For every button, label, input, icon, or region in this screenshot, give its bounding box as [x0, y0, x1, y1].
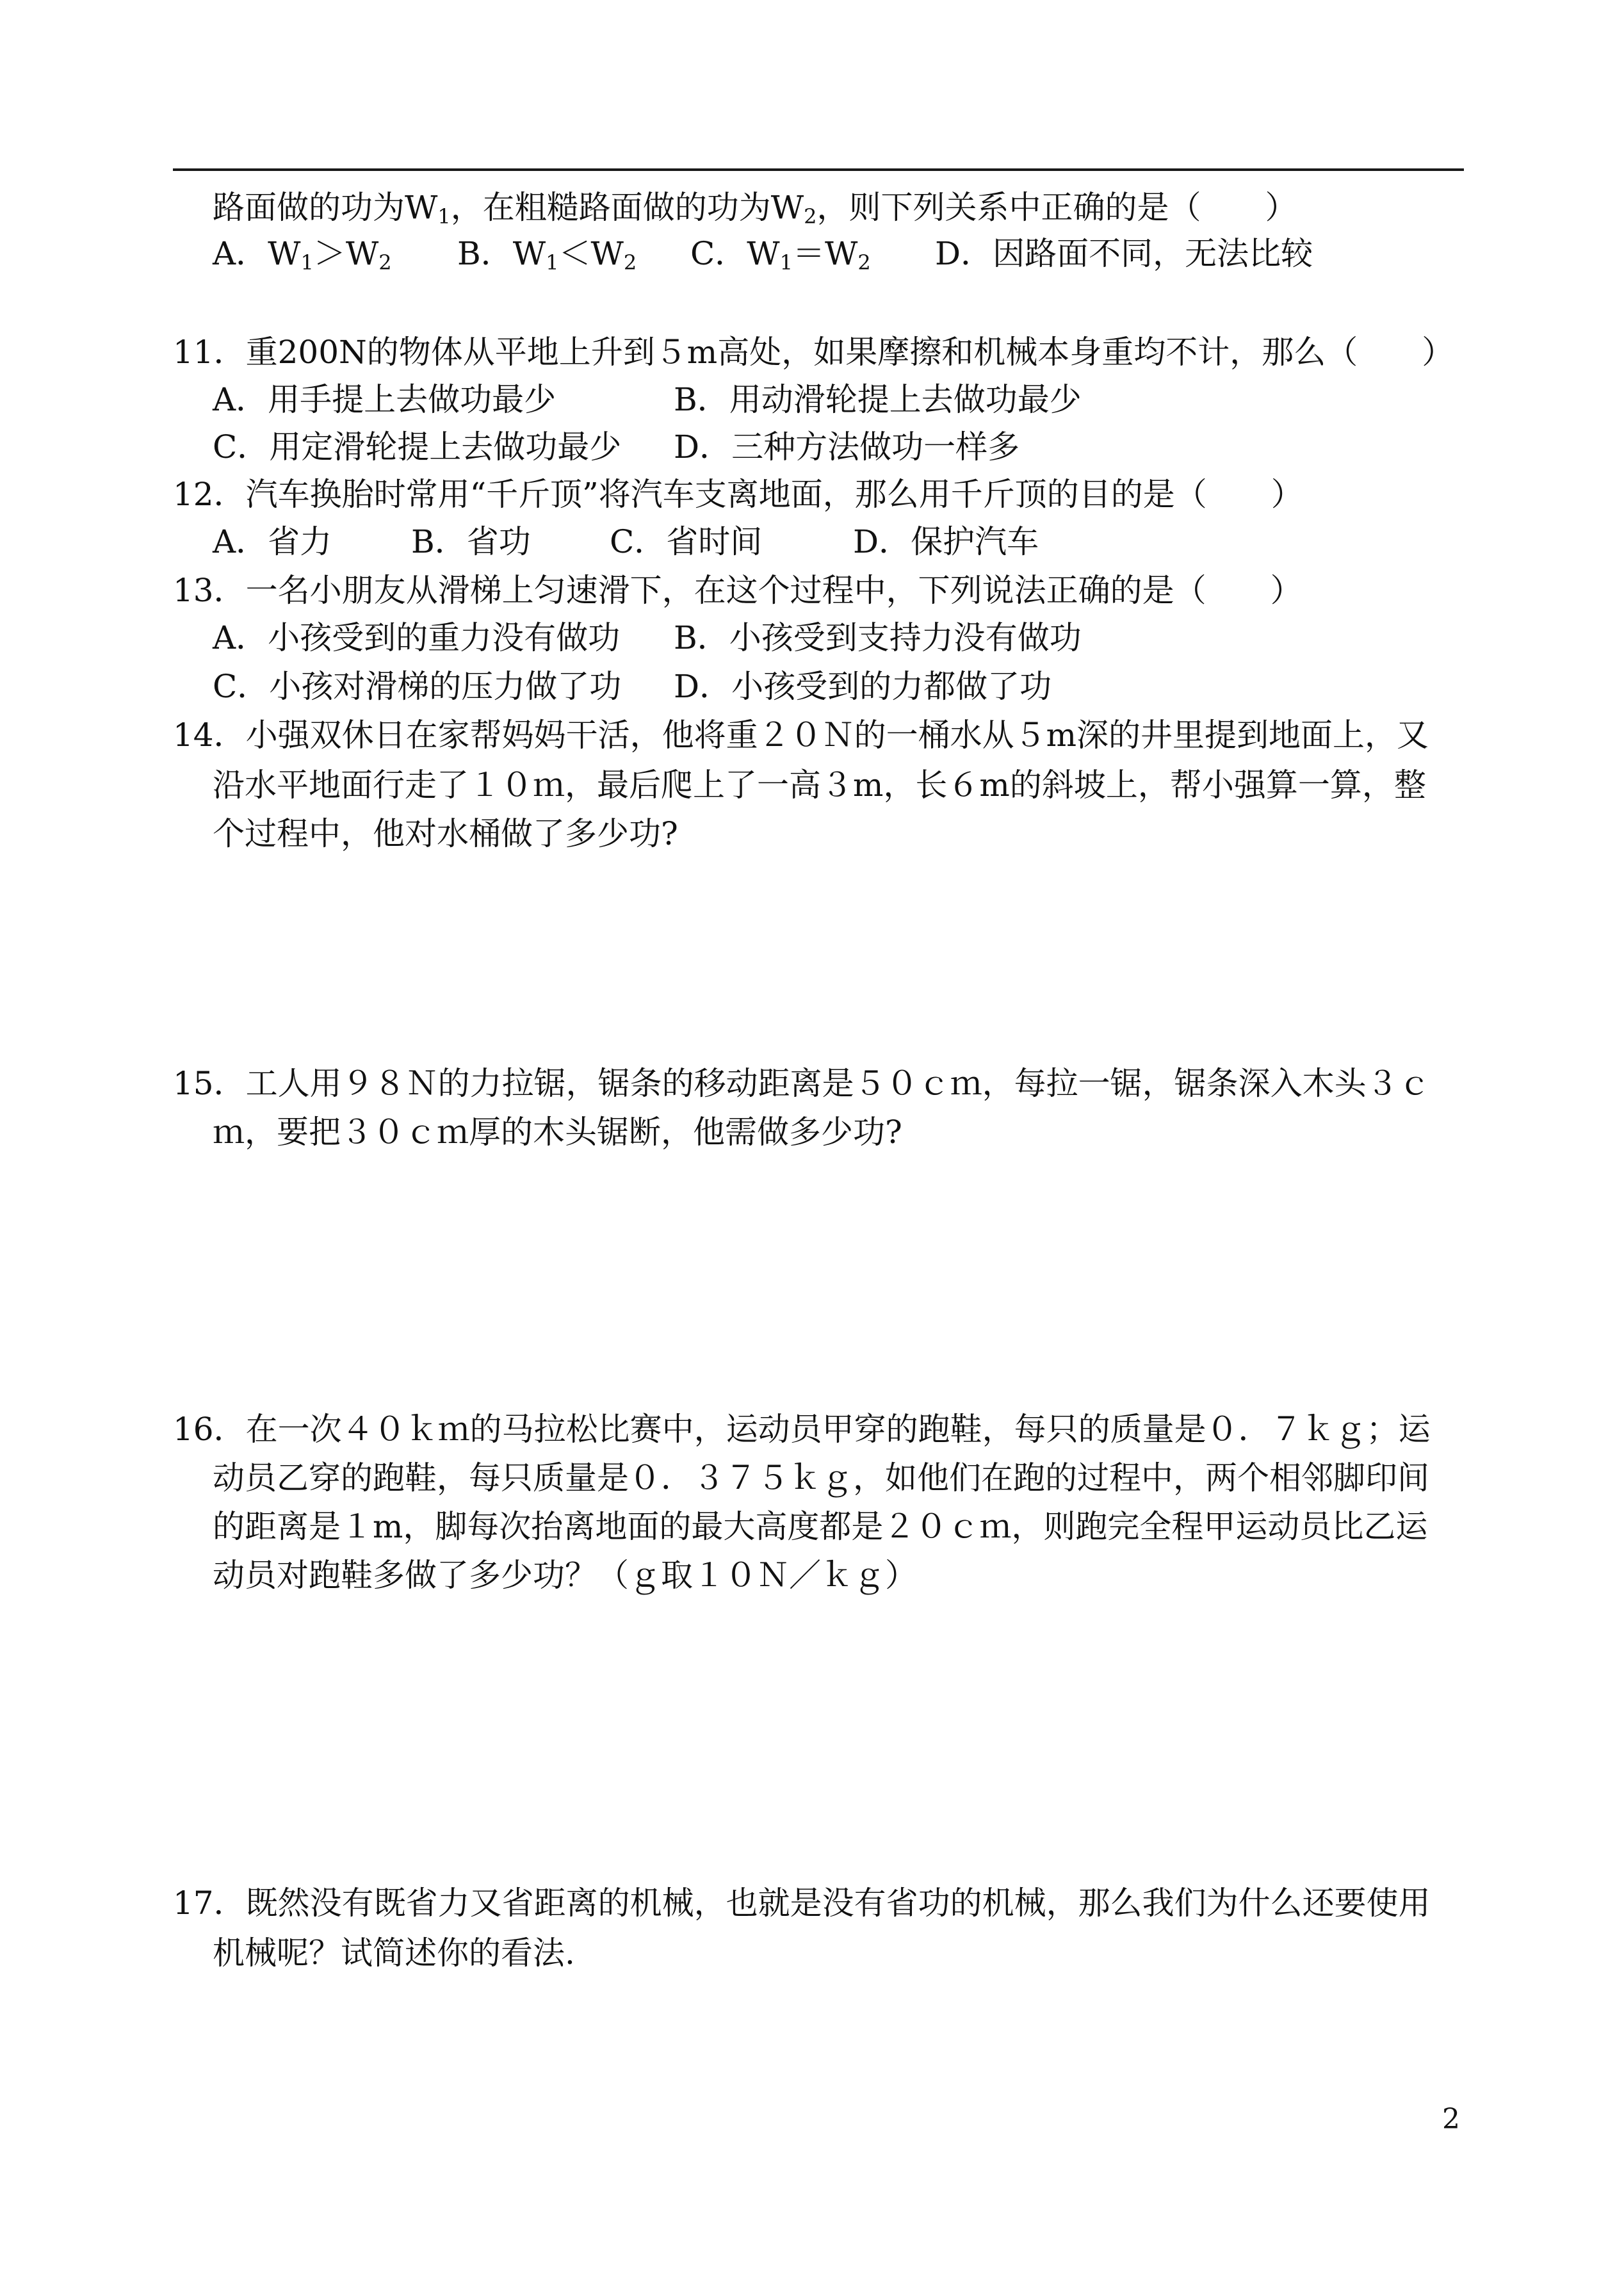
page-number: 2: [1442, 2103, 1460, 2136]
q11-stem: 11．重200N的物体从平地上升到５m高处，如果摩擦和机械本身重均不计，那么（ ）: [173, 334, 1454, 371]
q13-option-a: A．小孩受到的重力没有做功: [213, 619, 621, 656]
q11-option-b: B．用动滑轮提上去做功最少: [674, 381, 1082, 418]
q14-line-2: 沿水平地面行走了１０ｍ，最后爬上了一高３m，长６m的斜坡上，帮小强算一算，整: [213, 766, 1426, 804]
q12-option-c: C．省时间: [610, 523, 763, 560]
q15-line-1: 15．工人用９８Ｎ的力拉锯，锯条的移动距离是５０ｃｍ，每拉一锯，锯条深入木头３ｃ: [173, 1065, 1431, 1102]
q11-option-a: A．用手提上去做功最少: [213, 381, 556, 418]
q10-stem-continuation: 路面做的功为$W_1$，在粗糙路面做的功为$W_2$，则下列关系中正确的是（ ）: [213, 189, 1297, 229]
q11-option-d: D．三种方法做功一样多: [674, 428, 1020, 466]
q12-option-d: D．保护汽车: [853, 523, 1039, 560]
q16-line-4: 动员对跑鞋多做了多少功？（ｇ取１０Ｎ／ｋｇ）: [213, 1557, 917, 1594]
q12-stem: 12．汽车换胎时常用“千斤顶”将汽车支离地面，那么用千斤顶的目的是（ ）: [173, 476, 1303, 513]
q17-line-1: 17．既然没有既省力又省距离的机械，也就是没有省功的机械，那么我们为什么还要使用: [173, 1885, 1431, 1922]
q16-line-3: 的距离是１m，脚每次抬离地面的最大高度都是２０ｃｍ，则跑完全程甲运动员比乙运: [213, 1508, 1428, 1545]
q12-option-a: A．省力: [213, 523, 332, 560]
q13-stem: 13．一名小朋友从滑梯上匀速滑下，在这个过程中，下列说法正确的是（ ）: [173, 572, 1303, 609]
q13-option-c: C．小孩对滑梯的压力做了功: [213, 668, 622, 705]
q11-option-c: C．用定滑轮提上去做功最少: [213, 428, 622, 466]
q14-line-1: 14．小强双休日在家帮妈妈干活，他将重２０Ｎ的一桶水从５m深的井里提到地面上，又: [173, 717, 1429, 754]
q14-line-3: 个过程中，他对水桶做了多少功?: [213, 815, 678, 852]
q12-option-b: B．省功: [411, 523, 531, 560]
q13-option-b: B．小孩受到支持力没有做功: [674, 619, 1082, 656]
q10-option-b: B．$W_1<W_2$: [457, 235, 637, 275]
q17-line-2: 机械呢？试简述你的看法.: [213, 1934, 575, 1972]
q10-option-a: A．$W_1>W_2$: [213, 235, 392, 275]
header-rule: [173, 168, 1464, 171]
q16-line-2: 动员乙穿的跑鞋，每只质量是０．３７５ｋｇ，如他们在跑的过程中，两个相邻脚印间: [213, 1459, 1429, 1496]
q15-line-2: ｍ，要把３０ｃｍ厚的木头锯断，他需做多少功?: [213, 1114, 902, 1151]
q16-line-1: 16．在一次４０ｋｍ的马拉松比赛中，运动员甲穿的跑鞋，每只的质量是０．７ｋｇ；运: [173, 1411, 1431, 1448]
q13-option-d: D．小孩受到的力都做了功: [674, 668, 1052, 705]
q10-option-c: C．$W_1=W_2$: [690, 235, 871, 275]
q10-option-d: D．因路面不同，无法比较: [935, 235, 1313, 272]
